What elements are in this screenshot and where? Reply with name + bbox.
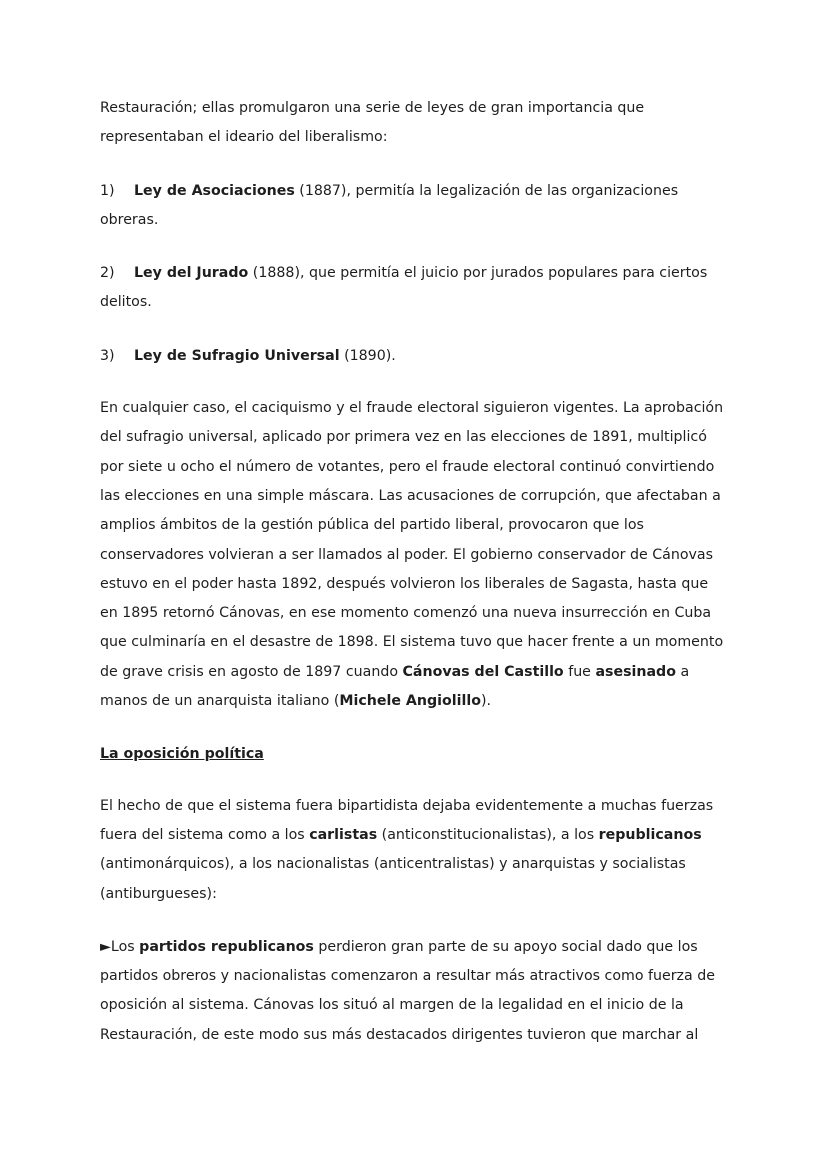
body-paragraph-2 xyxy=(100,792,728,909)
bold-term: partidos republicanos xyxy=(139,938,314,955)
bold-term: carlistas xyxy=(309,826,378,843)
paragraph-text: (anticonstitucionalistas), a los xyxy=(377,826,599,843)
law-continuation: delitos. xyxy=(100,294,152,311)
paragraph-text: perdieron gran parte de su apoyo social dado que los partidos obreros y nacionalistas comenzaron a resultar más atractivos como fuerza de oposición al sistema. Cánovas los situó al margen de la legalidad en el inicio de la Restauración, de este modo sus más destacados dirigentes tuvieron que marchar al xyxy=(100,938,715,1043)
law-name: Ley de Sufragio Universal xyxy=(134,347,340,364)
section-heading: La oposición política xyxy=(100,746,264,763)
intro-paragraph xyxy=(100,94,728,153)
bold-term: asesinado xyxy=(595,663,676,680)
paragraph-text: fue xyxy=(563,663,596,680)
law-name: Ley de Asociaciones xyxy=(134,182,295,199)
bold-term: Michele Angiolillo xyxy=(339,693,481,710)
paragraph-text: (antimonárquicos), a los nacionalistas (anticentralistas) y anarquistas y socialistas (antiburgueses): xyxy=(100,856,686,902)
intro-line-2: representaban el ideario del liberalismo: xyxy=(100,129,388,146)
paragraph-text: En cualquier caso, el caciquismo y el fraude electoral siguieron vigentes. La aprobación del sufragio universal, aplicado por primera vez en las elecciones de 1891, multiplicó por siete u ocho el número de votantes, pero el fraude electoral continuó convirtiendo las elecciones en una simple máscara. Las acusaciones de corrupción, que afectaban a amplios ámbitos de la gestión pública del partido liberal, provocaron que los conservadores volvieran a ser llamados al poder. El gobierno conservador de Cánovas estuvo en el poder hasta 1892, después volvieron los liberales de Sagasta, hasta que en 1895 retornó Cánovas, en ese momento comenzó una nueva insurrección en Cuba que culminaría en el desastre de 1898. El sistema tuvo que hacer frente a un momento de grave crisis en agosto de 1897 cuando xyxy=(100,400,724,680)
law-item-1 xyxy=(100,177,728,236)
law-name: Ley del Jurado xyxy=(134,265,249,282)
bullet-arrow-icon: ► xyxy=(100,938,111,955)
law-number: 2) xyxy=(100,265,115,282)
law-description: (1890). xyxy=(339,347,396,364)
body-paragraph-1 xyxy=(100,394,728,716)
paragraph-text: El hecho de que el sistema fuera bipartidista dejaba evidentemente a muchas fuerzas fuera del sistema como a los xyxy=(100,797,714,843)
bold-term: Cánovas del Castillo xyxy=(402,663,564,680)
law-item-2 xyxy=(100,259,728,318)
document-page xyxy=(100,94,728,1050)
law-number: 3) xyxy=(100,347,115,364)
body-paragraph-3 xyxy=(100,933,728,1050)
law-item-3 xyxy=(100,342,728,371)
law-number: 1) xyxy=(100,182,115,199)
law-description: (1888), que permitía el juicio por jurados populares para ciertos xyxy=(248,265,708,282)
law-description: (1887), permitía la legalización de las organizaciones xyxy=(294,182,679,199)
paragraph-text: Los xyxy=(110,938,140,955)
paragraph-text: a manos de un anarquista italiano ( xyxy=(100,663,690,710)
law-continuation: obreras. xyxy=(100,211,159,228)
bold-term: republicanos xyxy=(598,826,702,843)
intro-line-1: Restauración; ellas promulgaron una serie de leyes de gran importancia que xyxy=(100,100,645,116)
paragraph-text: ). xyxy=(480,693,492,710)
